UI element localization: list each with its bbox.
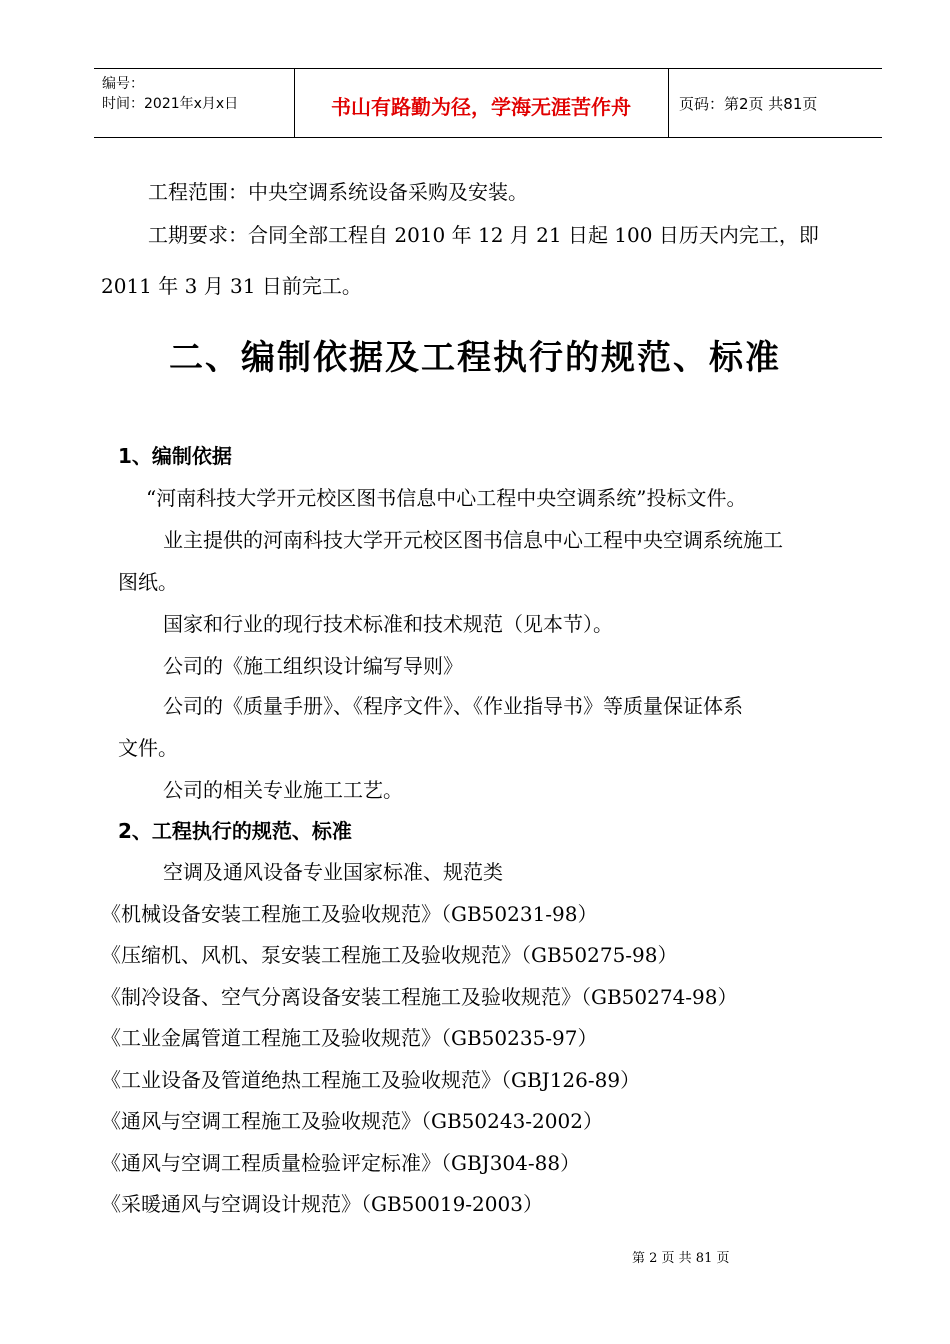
basis-item: “河南科技大学开元校区图书信息中心工程中央空调系统”投标文件。	[146, 486, 747, 510]
period-line-2: 2011 年 3 月 31 日前完工。	[101, 274, 362, 298]
standard-item: 《通风与空调工程质量检验评定标准》（GBJ304-88）	[101, 1151, 581, 1175]
standard-item: 《采暖通风与空调设计规范》（GB50019-2003）	[101, 1192, 543, 1216]
header-motto-cell	[294, 69, 669, 137]
standard-item: 《压缩机、风机、泵安装工程施工及验收规范》（GB50275-98）	[101, 943, 678, 967]
basis-item: 文件。	[118, 736, 178, 760]
basis-item: 公司的《质量手册》、《程序文件》、《作业指导书》等质量保证体系	[163, 694, 743, 718]
standard-item: 《机械设备安装工程施工及验收规范》（GB50231-98）	[101, 902, 598, 926]
header-motto: 书山有路勤为径，学海无涯苦作舟	[331, 95, 631, 119]
basis-item: 业主提供的河南科技大学开元校区图书信息中心工程中央空调系统施工	[163, 528, 783, 552]
standard-item: 《工业设备及管道绝热工程施工及验收规范》（GBJ126-89）	[101, 1068, 641, 1092]
header-page-info: 页码：第2页 共81页	[679, 95, 818, 113]
standard-item: 《工业金属管道工程施工及验收规范》（GB50235-97）	[101, 1026, 598, 1050]
header-page-cell	[669, 69, 882, 137]
basis-item: 图纸。	[118, 570, 178, 594]
standards-title: 2、工程执行的规范、标准	[118, 819, 352, 843]
standards-intro: 空调及通风设备专业国家标准、规范类	[163, 860, 503, 884]
period-line-1: 工期要求：合同全部工程自 2010 年 12 月 21 日起 100 日历天内完工，即	[148, 223, 819, 247]
scope-line: 工程范围：中央空调系统设备采购及安装。	[148, 180, 528, 204]
document-time-label: 时间：2021年x月x日	[102, 96, 239, 112]
document-number-label: 编号：	[102, 76, 144, 92]
header-meta-cell	[94, 69, 295, 137]
basis-item: 公司的《施工组织设计编写导则》	[163, 654, 463, 678]
standard-item: 《通风与空调工程施工及验收规范》（GB50243-2002）	[101, 1109, 603, 1133]
basis-title: 1、编制依据	[118, 444, 232, 468]
basis-item: 国家和行业的现行技术标准和技术规范（见本节）。	[163, 612, 613, 636]
standard-item: 《制冷设备、空气分离设备安装工程施工及验收规范》（GB50274-98）	[101, 985, 738, 1009]
basis-item: 公司的相关专业施工工艺。	[163, 778, 403, 802]
page-footer: 第 2 页 共 81 页	[632, 1251, 730, 1266]
page-header	[94, 68, 882, 138]
section-heading: 二、编制依据及工程执行的规范、标准	[169, 338, 781, 378]
